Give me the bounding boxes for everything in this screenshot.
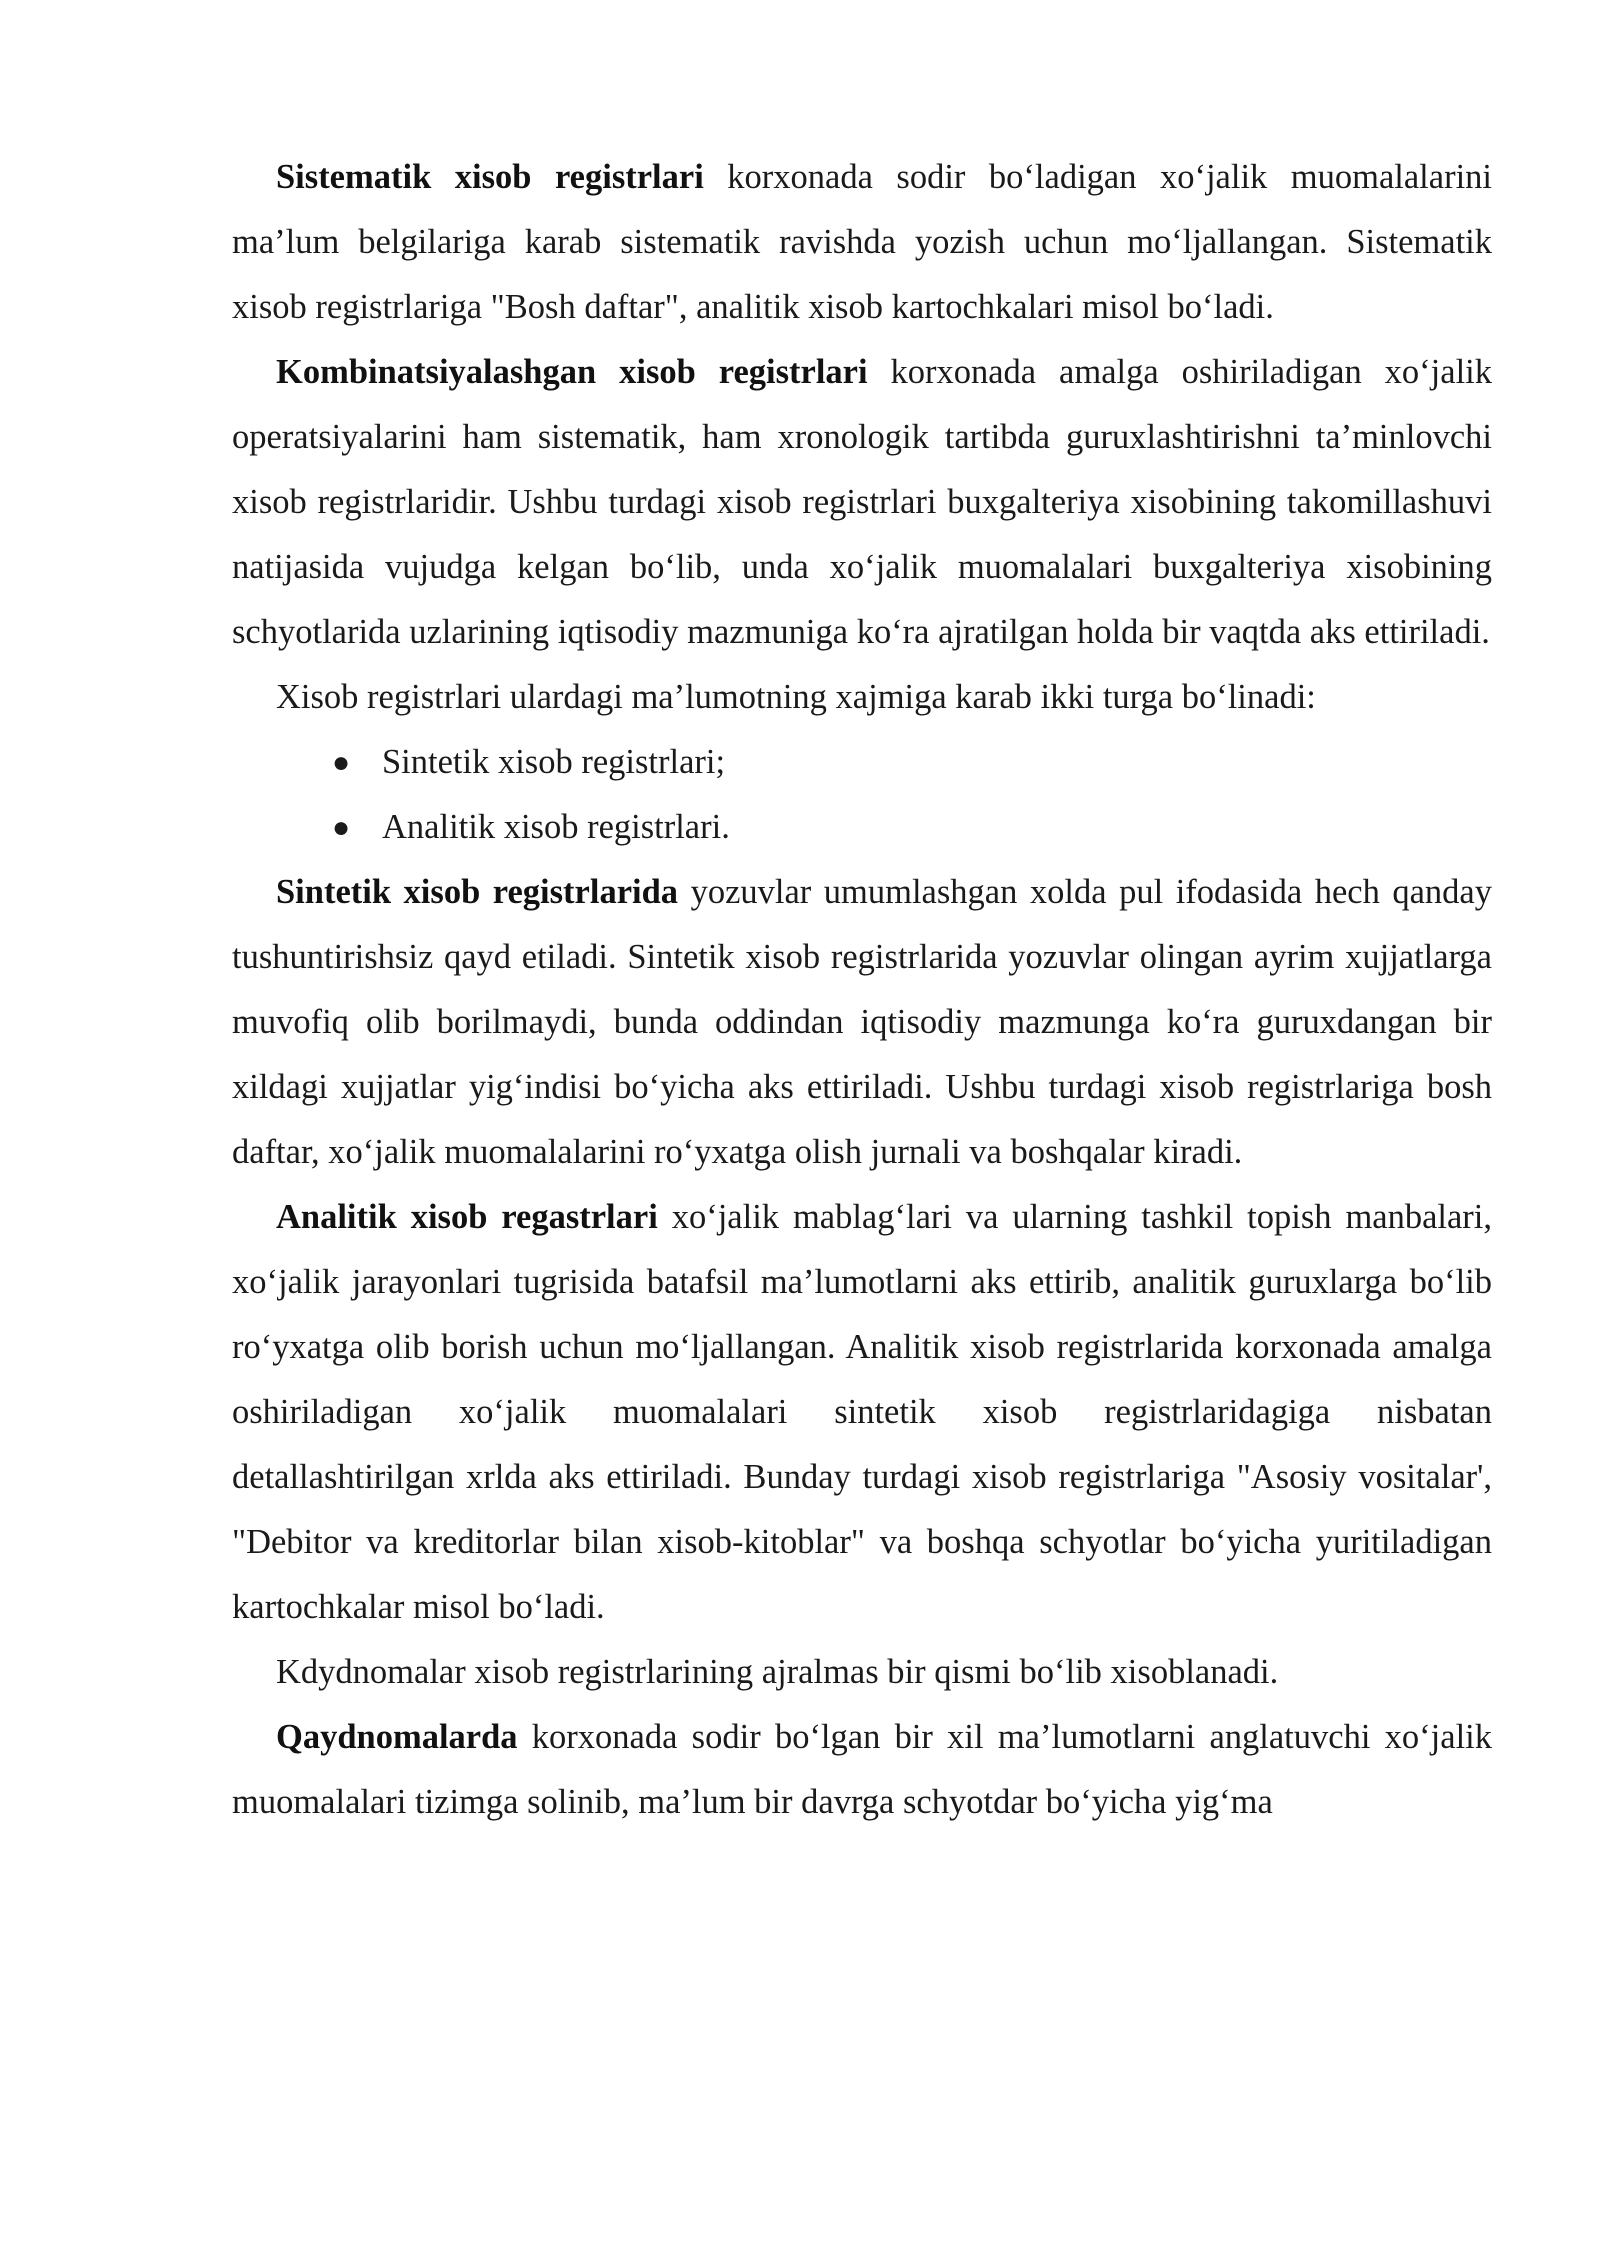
- paragraph-sintetik: [232, 860, 1492, 1185]
- list-item: [332, 730, 1492, 795]
- paragraph-kombinatsiyalashgan: [232, 340, 1492, 665]
- term-kombinatsiyalashgan: Kombinatsiyalashgan xisob registrlari: [276, 353, 868, 391]
- paragraph-text: yozuvlar umumlashgan xolda pul ifodasida hech qanday tushuntirishsiz qayd etiladi. Sintetik xisob registrlarida yozuvlar olingan ayrim xujjatlarga muvofiq olib borilmaydi, bunda oddindan iqtisodiy mazmunga ko‘ra guruxdangan bir xildagi xujjatlar yig‘indisi bo‘yicha aks ettiriladi. Ushbu turdagi xisob registrlariga bosh daftar, xo‘jalik muomalalarini ro‘yxatga olish jurnali va boshqalar kiradi.: [232, 873, 1492, 1171]
- list-item-text: Analitik xisob registrlari.: [382, 808, 730, 846]
- paragraph-turlari: [232, 665, 1492, 730]
- paragraph-text: xo‘jalik mablag‘lari va ularning tashkil topish manbalari, xo‘jalik jarayonlari tugrisida batafsil ma’lumotlarni aks ettirib, analitik guruxlarga bo‘lib ro‘yxatga olib borish uchun mo‘ljallangan. Analitik xisob registrlarida korxonada amalga oshiriladigan xo‘jalik muomalalari sintetik xisob registrlaridagiga nisbatan detallashtirilgan xrlda aks ettiriladi. Bunday turdagi xisob registrlariga "Asosiy vositalar', "Debitor va kreditorlar bilan xisob-kitoblar" va boshqa schyotlar bo‘yicha yuritiladigan kartochkalar misol bo‘ladi.: [232, 1198, 1492, 1626]
- bullet-list: [232, 730, 1492, 860]
- term-sistematik: Sistematik xisob registrlari: [276, 158, 704, 196]
- paragraph-qaydnomalarda: [232, 1705, 1492, 1835]
- paragraph-text: korxonada amalga oshiriladigan xo‘jalik operatsiyalarini ham sistematik, ham xronologik tartibda guruxlashtirishni ta’minlovchi xisob registrlaridir. Ushbu turdagi xisob registrlari buxgalteriya xisobining takomillashuvi natijasida vujudga kelgan bo‘lib, unda xo‘jalik muomalalari buxgalteriya xisobining schyotlarida uzlarining iqtisodiy mazmuniga ko‘ra ajratilgan holda bir vaqtda aks ettiriladi.: [232, 353, 1492, 651]
- document-page: [232, 145, 1492, 1835]
- paragraph-text: korxonada sodir bo‘ladigan xo‘jalik muomalalarini ma’lum belgilariga karab sistematik ravishda yozish uchun mo‘ljallangan. Sistematik xisob registrlariga "Bosh daftar", analitik xisob kartochkalari misol bo‘ladi.: [232, 158, 1492, 326]
- bullet-icon: ●: [332, 811, 351, 844]
- term-sintetik: Sintetik xisob registrlarida: [276, 873, 679, 911]
- bullet-icon: ●: [332, 746, 351, 779]
- paragraph-text: Xisob registrlari ulardagi ma’lumotning xajmiga karab ikki turga bo‘linadi:: [276, 678, 1316, 716]
- paragraph-kdydnomalar: [232, 1640, 1492, 1705]
- paragraph-sistematik: [232, 145, 1492, 340]
- term-qaydnomalarda: Qaydnomalarda: [276, 1718, 518, 1756]
- term-analitik: Analitik xisob regastrlari: [276, 1198, 658, 1236]
- paragraph-analitik: [232, 1185, 1492, 1640]
- paragraph-text: Kdydnomalar xisob registrlarining ajralmas bir qismi bo‘lib xisoblanadi.: [276, 1653, 1279, 1691]
- list-item: [332, 795, 1492, 860]
- paragraph-text: korxonada sodir bo‘lgan bir xil ma’lumotlarni anglatuvchi xo‘jalik muomalalari tizimga solinib, ma’lum bir davrga schyotdar bo‘yicha yig‘ma: [232, 1718, 1492, 1821]
- list-item-text: Sintetik xisob registrlari;: [382, 743, 726, 781]
